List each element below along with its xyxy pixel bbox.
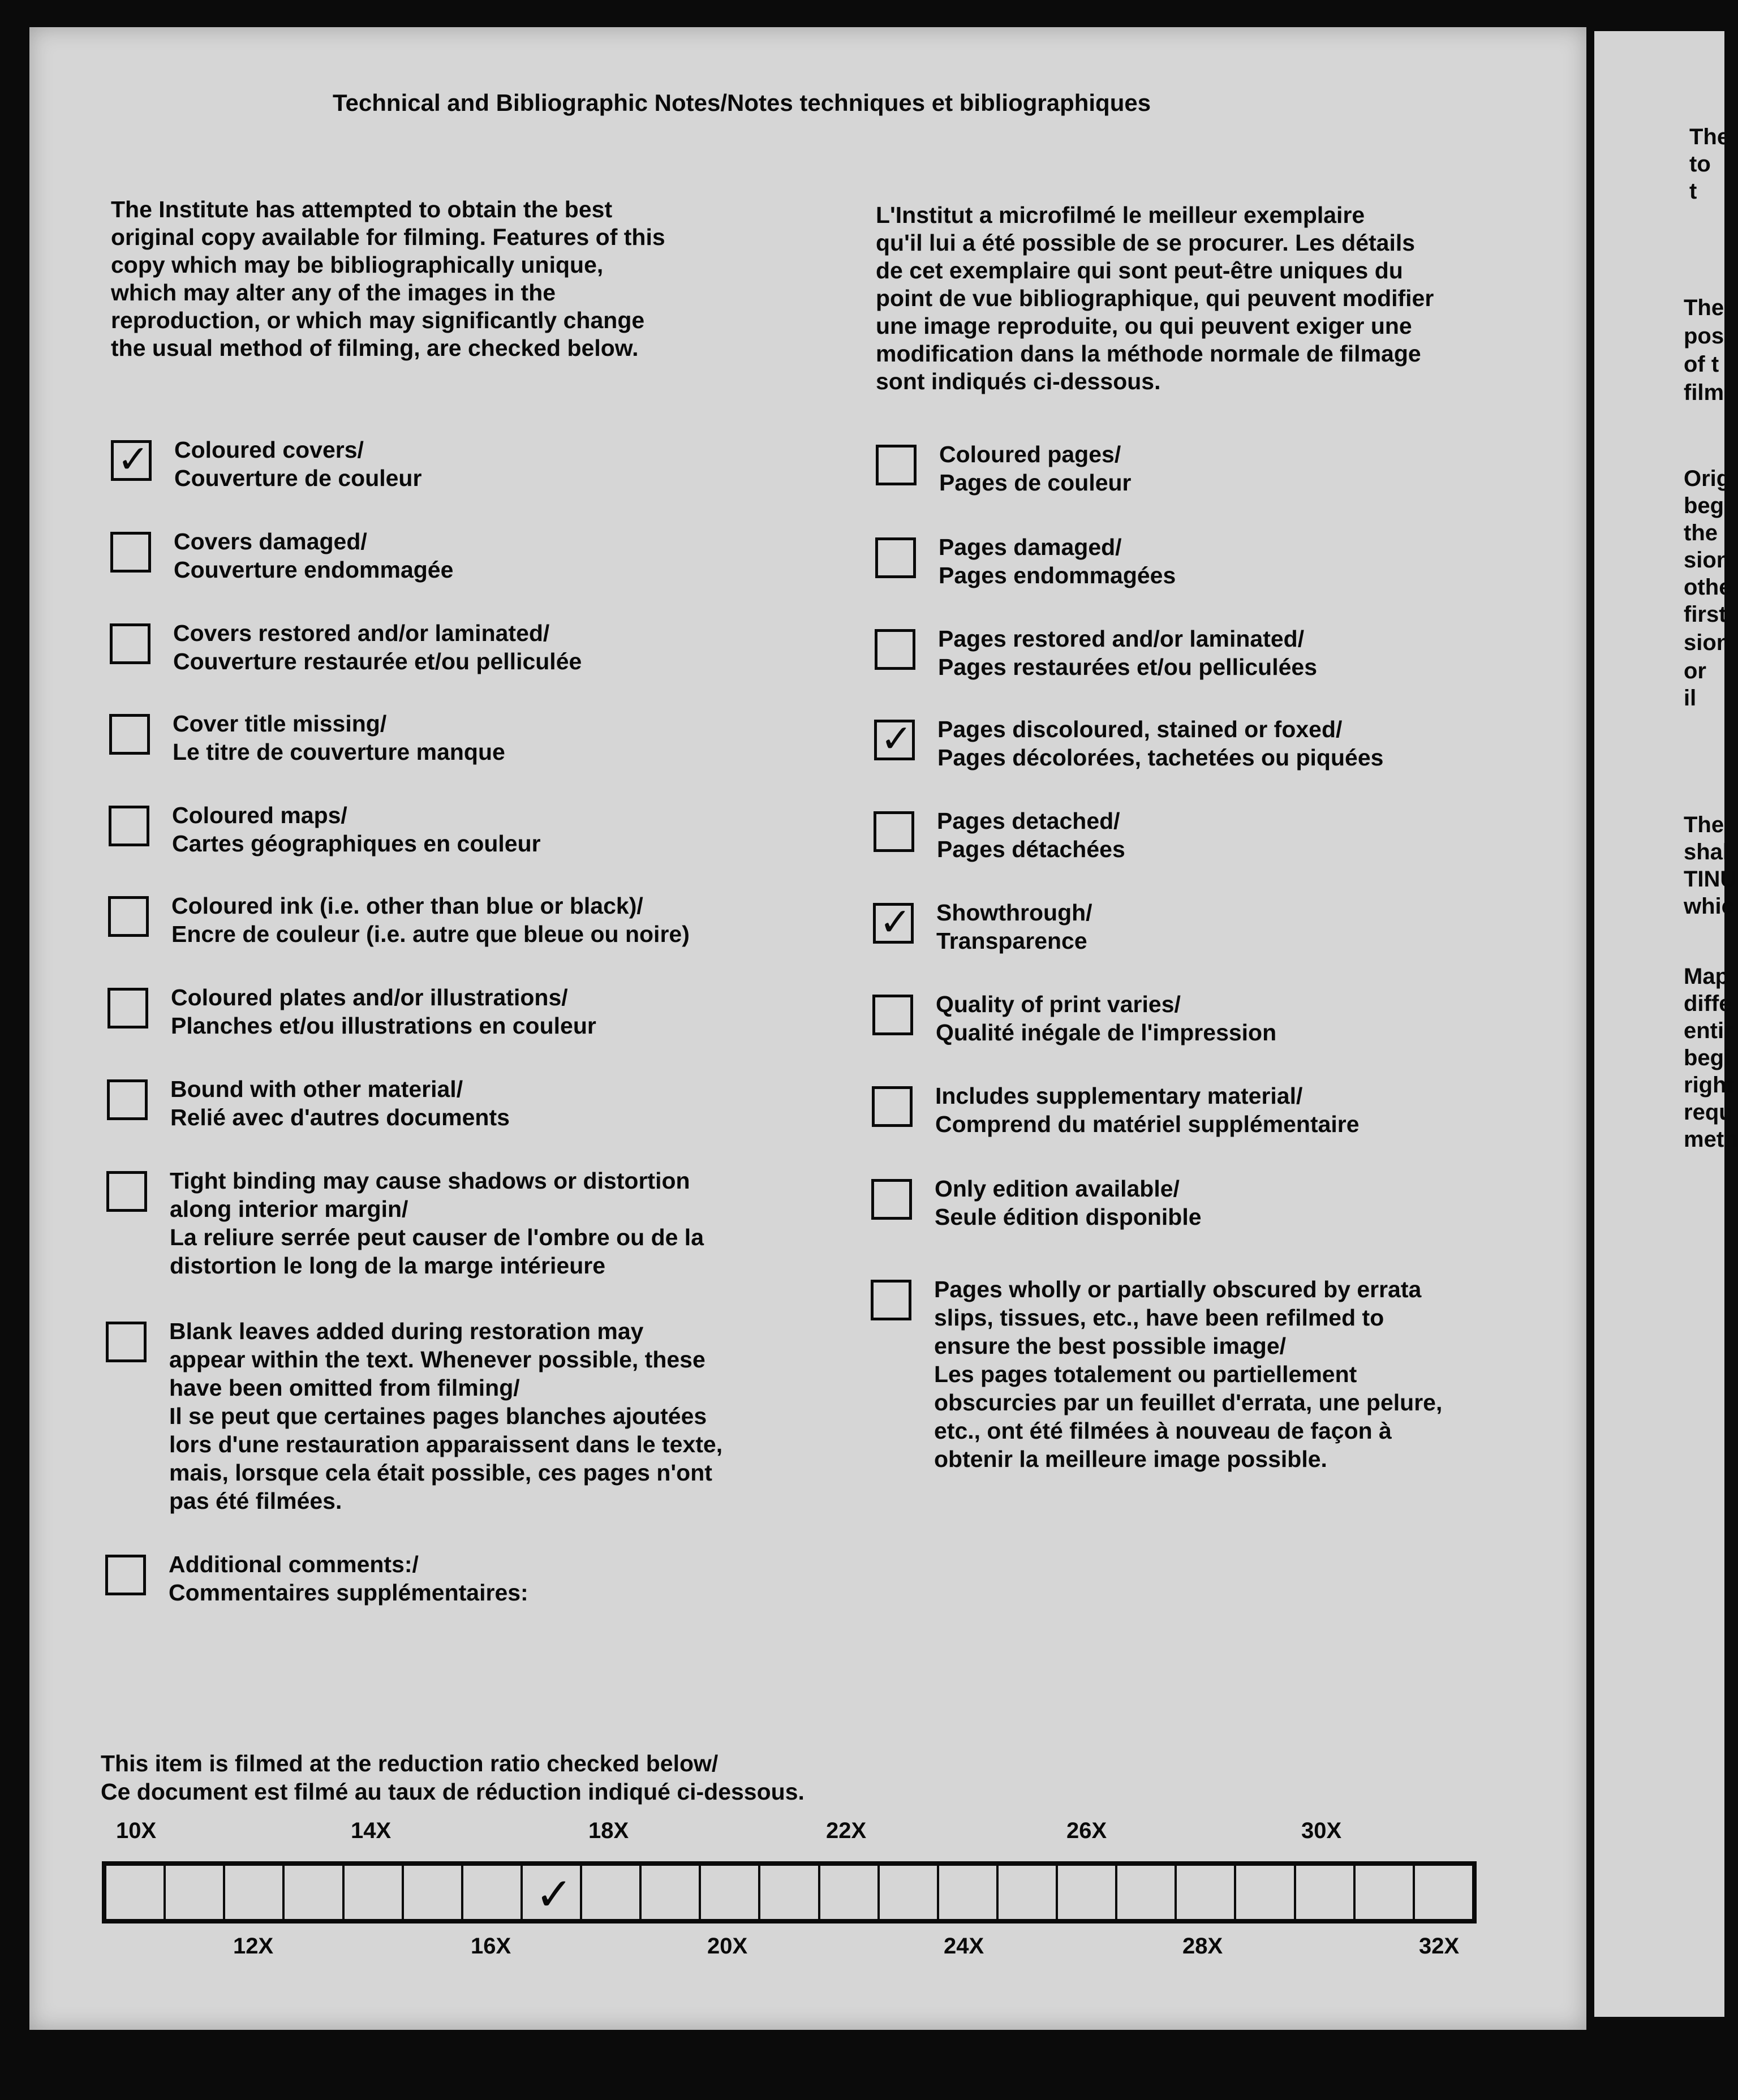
right-label-4: [937, 807, 1125, 863]
right-checkbox-3[interactable]: [874, 717, 915, 761]
label-line: Pages restaurées et/ou pelliculées: [938, 654, 1317, 680]
right-checkbox-7[interactable]: [872, 1086, 913, 1127]
label-line: Includes supplementary material/: [935, 1083, 1303, 1109]
left-label-7: [170, 1075, 510, 1131]
left-label-8: [170, 1167, 704, 1280]
scale-label-bottom: 20X: [707, 1934, 748, 1959]
intro-english: [111, 196, 665, 362]
label-line: Le titre de couverture manque: [173, 739, 505, 765]
left-checkbox-3[interactable]: [109, 714, 150, 755]
fragment-line: The: [1689, 124, 1730, 149]
right-label-9: [934, 1275, 1442, 1473]
scale-label-top: 18X: [588, 1818, 629, 1843]
fragment-line: right: [1684, 1073, 1734, 1098]
left-label-10: [169, 1550, 528, 1607]
scale-cell[interactable]: [166, 1866, 225, 1919]
scale-cell[interactable]: [463, 1866, 523, 1919]
label-line: have been omitted from filming/: [169, 1375, 520, 1401]
scale-cell[interactable]: [106, 1866, 166, 1919]
label-line: distortion le long de la marge intérieure: [170, 1253, 606, 1279]
scale-cell[interactable]: [1117, 1866, 1177, 1919]
fragment-line: The: [1684, 812, 1724, 837]
check-mark-icon: ✓: [117, 437, 149, 482]
intro-line: modification dans la méthode normale de filmage: [876, 341, 1421, 367]
left-label-4: [172, 801, 541, 858]
label-line: Couverture endommagée: [174, 557, 454, 583]
fragment-line: requ: [1684, 1100, 1733, 1125]
intro-line: The Institute has attempted to obtain the best: [111, 196, 613, 222]
label-line: mais, lorsque cela était possible, ces pages n'ont: [169, 1460, 712, 1486]
scale-label-bottom: 32X: [1419, 1934, 1460, 1959]
label-line: Pages de couleur: [939, 470, 1132, 496]
scale-label-top: 26X: [1066, 1818, 1107, 1843]
intro-line: L'Institut a microfilmé le meilleur exemplaire: [876, 202, 1365, 228]
label-line: Transparence: [936, 928, 1087, 954]
left-checkbox-6[interactable]: [107, 988, 148, 1029]
label-line: La reliure serrée peut causer de l'ombre ou de la: [170, 1224, 704, 1250]
right-checkbox-2[interactable]: [875, 629, 915, 670]
scale-label-top: 22X: [826, 1818, 867, 1843]
right-label-6: [936, 990, 1276, 1047]
right-checkbox-5[interactable]: [873, 900, 914, 945]
page-title: Technical and Bibliographic Notes/Notes techniques et bibliographiques: [333, 89, 1151, 116]
left-label-2: [173, 619, 582, 675]
intro-line: de cet exemplaire qui sont peut-être uniques du: [876, 257, 1403, 283]
label-line: Comprend du matériel supplémentaire: [935, 1111, 1360, 1137]
label-line: Bound with other material/: [170, 1076, 463, 1102]
label-line: Pages détachées: [937, 836, 1125, 862]
label-line: Coloured covers/: [174, 437, 364, 463]
intro-line: point de vue bibliographique, qui peuvent modifier: [876, 285, 1434, 311]
label-line: appear within the text. Whenever possible, these: [169, 1346, 705, 1372]
right-checkbox-9[interactable]: [871, 1280, 911, 1320]
right-label-3: [937, 715, 1383, 772]
label-line: Seule édition disponible: [935, 1204, 1202, 1230]
fragment-line: the: [1684, 520, 1718, 545]
ratio-text-en: This item is filmed at the reduction ratio checked below/: [101, 1750, 719, 1776]
scale-label-bottom: 12X: [233, 1934, 274, 1959]
scale-label-bottom: 28X: [1182, 1934, 1223, 1959]
left-label-0: [174, 436, 421, 492]
label-line: Pages detached/: [937, 808, 1120, 834]
label-line: ensure the best possible image/: [934, 1333, 1287, 1359]
right-checkbox-4[interactable]: [874, 811, 914, 852]
left-checkbox-9[interactable]: [106, 1322, 147, 1362]
fragment-line: Orig: [1684, 466, 1731, 491]
fragment-line: entir: [1684, 1018, 1733, 1043]
fragment-line: to t: [1689, 152, 1711, 204]
fragment-line: Map: [1684, 964, 1729, 989]
check-mark-icon: ✓: [880, 717, 913, 761]
scale-cell[interactable]: [1296, 1866, 1356, 1919]
label-line: Pages endommagées: [939, 562, 1176, 588]
label-line: Pages restored and/or laminated/: [938, 626, 1305, 652]
scale-cell[interactable]: [820, 1866, 880, 1919]
label-line: Qualité inégale de l'impression: [936, 1019, 1277, 1045]
label-line: Les pages totalement ou partiellement: [934, 1361, 1357, 1387]
right-checkbox-1[interactable]: [875, 537, 916, 578]
scale-cell[interactable]: [1058, 1866, 1117, 1919]
left-label-5: [171, 892, 690, 948]
scale-cell[interactable]: [225, 1866, 285, 1919]
scale-cell[interactable]: [999, 1866, 1058, 1919]
scale-cell[interactable]: [285, 1866, 344, 1919]
check-mark-icon: ✓: [879, 900, 911, 945]
label-line: Commentaires supplémentaires:: [169, 1580, 528, 1606]
intro-line: une image reproduite, ou qui peuvent exiger une: [876, 313, 1412, 339]
fragment-line: first: [1684, 602, 1727, 627]
fragment-line: shal: [1684, 840, 1730, 864]
label-line: Covers damaged/: [174, 528, 367, 554]
label-line: Pages discoloured, stained or foxed/: [937, 716, 1343, 742]
left-label-3: [173, 709, 505, 766]
label-line: Pages wholly or partially obscured by errata: [934, 1276, 1422, 1302]
left-checkbox-10[interactable]: [105, 1555, 146, 1595]
scale-cell[interactable]: [1177, 1866, 1236, 1919]
fragment-line: pos: [1684, 324, 1724, 348]
label-line: lors d'une restauration apparaissent dans le texte,: [169, 1431, 723, 1457]
fragment-line: or il: [1684, 659, 1706, 711]
scale-label-top: 10X: [116, 1818, 157, 1843]
label-line: along interior margin/: [170, 1196, 408, 1222]
right-label-5: [936, 898, 1092, 955]
fragment-line: The: [1684, 295, 1724, 320]
intro-line: reproduction, or which may significantly change: [111, 307, 645, 333]
label-line: slips, tissues, etc., have been refilmed to: [934, 1305, 1384, 1331]
fragment-line: meth: [1684, 1127, 1738, 1152]
label-line: Couverture de couleur: [174, 465, 422, 491]
label-line: Covers restored and/or laminated/: [173, 620, 550, 646]
reduction-scale: [102, 1861, 1477, 1923]
left-checkbox-4[interactable]: [109, 806, 149, 846]
intro-line: qu'il lui a été possible de se procurer. Les détails: [876, 230, 1416, 256]
left-checkbox-8[interactable]: [106, 1171, 147, 1212]
right-label-1: [939, 533, 1176, 589]
label-line: Cover title missing/: [173, 711, 387, 737]
label-line: Tight binding may cause shadows or distortion: [170, 1168, 690, 1194]
scale-cell[interactable]: [582, 1866, 642, 1919]
fragment-line: begi: [1684, 1045, 1731, 1070]
fragment-line: othe: [1684, 575, 1732, 600]
left-checkbox-5[interactable]: [108, 896, 149, 937]
scale-label-top: 30X: [1301, 1818, 1342, 1843]
label-line: obscurcies par un feuillet d'errata, une pelure,: [934, 1389, 1443, 1415]
intro-line: the usual method of filming, are checked below.: [111, 335, 639, 361]
fragment-line: sion: [1684, 548, 1731, 573]
left-label-6: [171, 983, 596, 1040]
left-checkbox-1[interactable]: [110, 532, 151, 573]
right-checkbox-8[interactable]: [871, 1179, 912, 1220]
scale-label-bottom: 16X: [471, 1934, 511, 1959]
left-label-1: [174, 527, 453, 584]
fragment-line: diffe: [1684, 991, 1732, 1016]
right-label-2: [938, 625, 1317, 681]
scale-label-top: 14X: [351, 1818, 392, 1843]
right-label-8: [935, 1174, 1202, 1231]
fragment-line: sion: [1684, 630, 1731, 655]
label-line: Couverture restaurée et/ou pelliculée: [173, 648, 582, 674]
right-checkbox-0[interactable]: [876, 445, 917, 485]
label-line: Only edition available/: [935, 1176, 1180, 1202]
fragment-line: beg: [1684, 493, 1724, 518]
label-line: Pages décolorées, tachetées ou piquées: [937, 745, 1384, 771]
fragment-line: TINU: [1684, 867, 1737, 892]
label-line: Quality of print varies/: [936, 991, 1181, 1017]
scale-label-bottom: 24X: [944, 1934, 984, 1959]
ratio-text-fr: Ce document est filmé au taux de réduction indiqué ci-dessous.: [101, 1779, 805, 1805]
scale-cell[interactable]: [404, 1866, 463, 1919]
left-checkbox-7[interactable]: [107, 1079, 148, 1120]
check-mark-icon: ✓: [535, 1868, 573, 1921]
left-checkbox-2[interactable]: [110, 623, 150, 664]
scale-cell[interactable]: [701, 1866, 760, 1919]
intro-french: [876, 201, 1434, 395]
fragment-line: of t: [1684, 352, 1719, 377]
label-line: obtenir la meilleure image possible.: [934, 1446, 1327, 1472]
scale-cell[interactable]: [880, 1866, 939, 1919]
left-label-9: [169, 1317, 722, 1515]
scale-cell[interactable]: [1236, 1866, 1296, 1919]
label-line: Coloured pages/: [939, 441, 1121, 467]
scale-cell[interactable]: [1356, 1866, 1415, 1919]
label-line: Cartes géographiques en couleur: [172, 830, 541, 857]
label-line: Encre de couleur (i.e. autre que bleue ou noire): [171, 921, 690, 947]
right-label-7: [935, 1082, 1360, 1138]
scale-cell[interactable]: [760, 1866, 820, 1919]
scale-cell[interactable]: [642, 1866, 701, 1919]
right-checkbox-6[interactable]: [872, 995, 913, 1035]
label-line: Coloured plates and/or illustrations/: [171, 984, 568, 1010]
label-line: pas été filmées.: [169, 1488, 342, 1514]
label-line: Relié avec d'autres documents: [170, 1104, 510, 1130]
intro-line: original copy available for filming. Features of this: [111, 224, 665, 250]
label-line: Showthrough/: [936, 900, 1092, 926]
label-line: Blank leaves added during restoration may: [169, 1318, 644, 1344]
right-label-0: [939, 440, 1132, 497]
reduction-ratio-note: [101, 1749, 805, 1806]
intro-line: which may alter any of the images in the: [111, 279, 556, 305]
label-line: Coloured ink (i.e. other than blue or black)/: [171, 893, 643, 919]
scale-cell[interactable]: [1415, 1866, 1472, 1919]
label-line: Additional comments:/: [169, 1551, 419, 1577]
scale-cell[interactable]: [939, 1866, 999, 1919]
fragment-line: film: [1684, 380, 1724, 405]
scale-cell[interactable]: [345, 1866, 404, 1919]
fragment-line: whic: [1684, 894, 1734, 919]
label-line: Planches et/ou illustrations en couleur: [171, 1013, 596, 1039]
label-line: Il se peut que certaines pages blanches ajoutées: [169, 1403, 707, 1429]
label-line: Pages damaged/: [939, 534, 1122, 560]
intro-line: copy which may be bibliographically unique,: [111, 252, 604, 278]
label-line: etc., ont été filmées à nouveau de façon à: [934, 1418, 1392, 1444]
scale-cell[interactable]: [523, 1866, 582, 1919]
label-line: Coloured maps/: [172, 802, 347, 828]
intro-line: sont indiqués ci-dessous.: [876, 368, 1161, 394]
left-checkbox-0[interactable]: [111, 437, 152, 482]
